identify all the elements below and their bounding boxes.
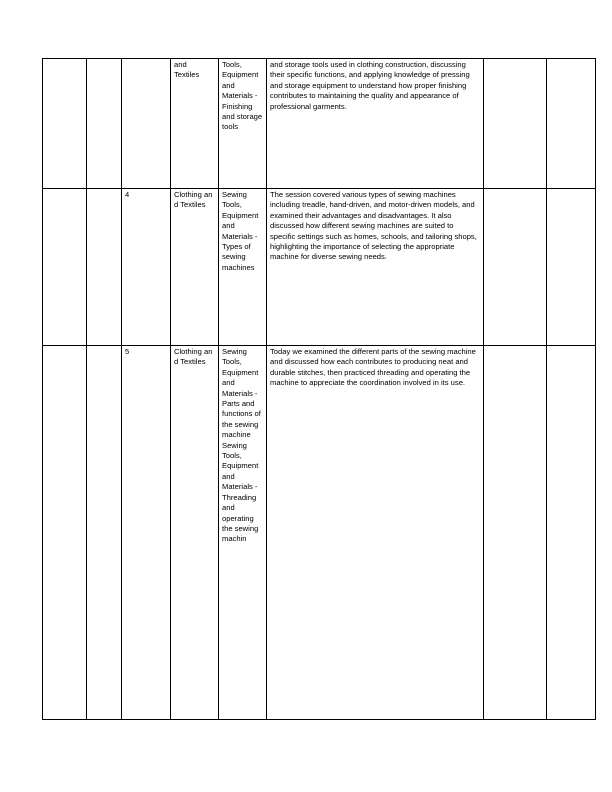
notes-cell: The session covered various types of sewing machines including treadle, hand-driven, and motor-driven models, and examined their advantages and disadvantages. It also discussed how different sewing machines are suited to specific settings such as homes, schools, and tailoring shops, highlighting the importance of selecting the appropriate machine for diverse sewing needs. <box>267 189 484 346</box>
table-row <box>43 346 596 720</box>
table-row <box>43 189 596 346</box>
empty-cell <box>87 189 122 346</box>
table-row <box>43 59 596 189</box>
notes-cell: and storage tools used in clothing construction, discussing their specific functions, and applying knowledge of pressing and storage equipment to understand how proper finishing contributes to maintaining the quality and appearance of professional garments. <box>267 59 484 189</box>
empty-cell <box>484 346 547 720</box>
week-cell: 5 <box>122 346 171 720</box>
empty-cell <box>547 59 596 189</box>
week-cell <box>122 59 171 189</box>
empty-cell <box>484 189 547 346</box>
notes-cell: Today we examined the different parts of the sewing machine and discussed how each contributes to producing neat and durable stitches, then practiced threading and operating the machine to appreciate the coordination involved in its use. <box>267 346 484 720</box>
log-table <box>42 58 596 720</box>
subject-cell: and Textiles <box>171 59 219 189</box>
week-cell: 4 <box>122 189 171 346</box>
topic-cell: Sewing Tools, Equipment and Materials - Types of sewing machines <box>219 189 267 346</box>
empty-cell <box>43 189 87 346</box>
subject-cell: Clothing and Textiles <box>171 346 219 720</box>
empty-cell <box>484 59 547 189</box>
empty-cell <box>87 346 122 720</box>
subject-cell: Clothing and Textiles <box>171 189 219 346</box>
empty-cell <box>547 189 596 346</box>
topic-cell: Tools, Equipment and Materials - Finishing and storage tools <box>219 59 267 189</box>
topic-cell: Sewing Tools, Equipment and Materials - Parts and functions of the sewing machine Sewing Tools, Equipment and Materials - Threading and operating the sewing machin <box>219 346 267 720</box>
empty-cell <box>43 59 87 189</box>
empty-cell <box>547 346 596 720</box>
empty-cell <box>43 346 87 720</box>
empty-cell <box>87 59 122 189</box>
